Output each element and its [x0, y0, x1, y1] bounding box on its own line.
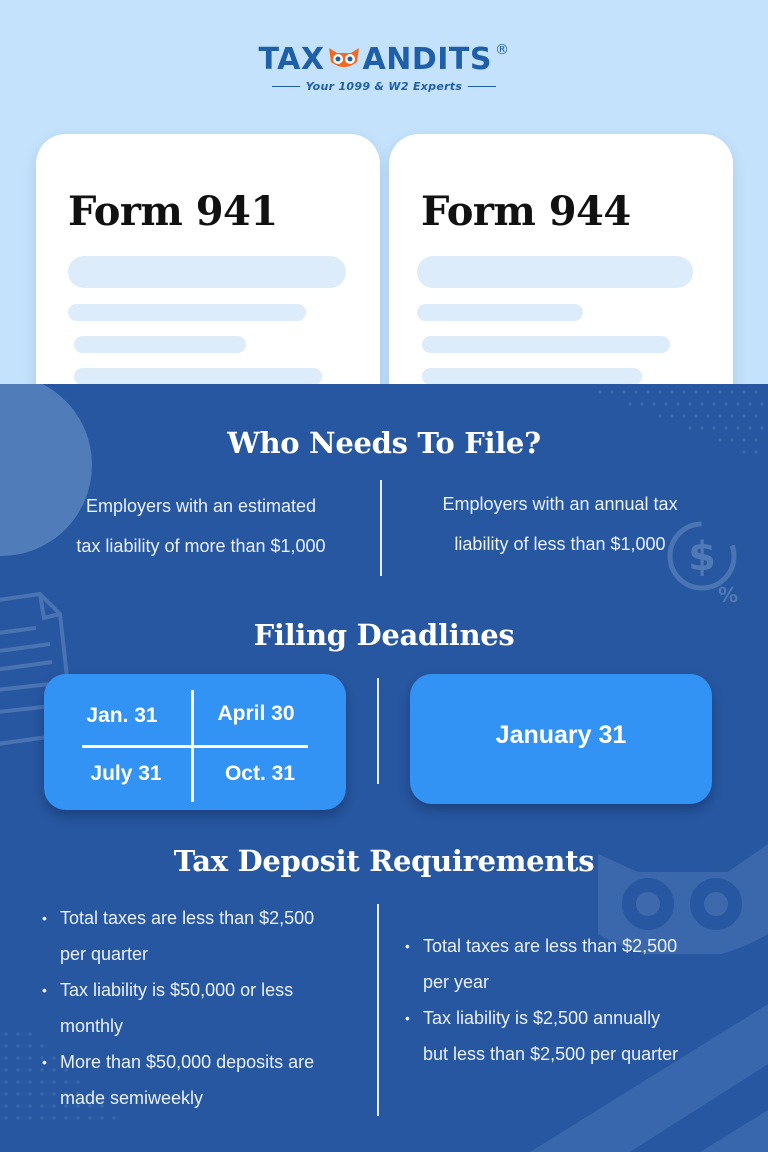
- deadline-q3: July 31: [90, 762, 162, 785]
- list-item-line: monthly: [60, 1016, 124, 1036]
- list-item-line: made semiweekly: [60, 1088, 204, 1108]
- form-944-card: [389, 134, 733, 384]
- logo-text-left: TAX: [258, 42, 325, 77]
- list-item-line: • Total taxes are less than $2,500: [60, 908, 315, 928]
- placeholder-bar: [74, 336, 246, 353]
- header-section: [0, 0, 768, 384]
- placeholder-bar: [417, 304, 583, 321]
- list-item-line: • Tax liability is $2,500 annually: [423, 1008, 661, 1028]
- who-needs-right-text: [395, 484, 725, 564]
- logo-text-right: ANDITS: [362, 42, 492, 77]
- list-item-line: per quarter: [60, 944, 149, 964]
- annual-deadline-card: [410, 674, 712, 804]
- placeholder-bar: [422, 368, 642, 384]
- list-item-line: • Tax liability is $50,000 or less: [60, 980, 294, 1000]
- list-item-line: but less than $2,500 per quarter: [423, 1044, 679, 1064]
- who-needs-divider: [380, 480, 382, 576]
- deposit-right-list: [405, 928, 755, 1072]
- who-needs-right-line2: liability of less than $1,000: [454, 534, 666, 554]
- deposit-divider: [377, 904, 379, 1116]
- registered-mark: ®: [494, 42, 510, 58]
- svg-text:$: $: [688, 534, 716, 580]
- placeholder-bar: [68, 304, 306, 321]
- logo-wordmark: [259, 40, 510, 80]
- list-item: [42, 972, 372, 1044]
- deposit-left-list: [42, 900, 372, 1116]
- tagline-rule-right: [468, 86, 496, 87]
- who-needs-right-line1: Employers with an annual tax: [442, 494, 678, 514]
- deadline-q2: April 30: [217, 702, 295, 725]
- list-item-line: • Total taxes are less than $2,500: [423, 936, 678, 956]
- tagline-rule-left: [272, 86, 300, 87]
- tagline-text: Your 1099 & W2 Experts: [305, 80, 463, 93]
- form-941-card: [36, 134, 380, 384]
- list-item-line: • More than $50,000 deposits are: [60, 1052, 315, 1072]
- owl-logo-icon: [327, 44, 361, 72]
- deposit-requirements-title: Tax Deposit Requirements: [173, 844, 595, 878]
- placeholder-bar: [74, 368, 322, 384]
- quarterly-deadlines-card: [44, 674, 346, 810]
- placeholder-bar: [417, 256, 693, 288]
- svg-text:%: %: [717, 583, 739, 606]
- list-item: [42, 1044, 372, 1116]
- placeholder-bar: [68, 256, 346, 288]
- who-needs-left-line2: tax liability of more than $1,000: [76, 536, 326, 556]
- brand-logo[interactable]: [0, 40, 768, 93]
- list-item: [42, 900, 372, 972]
- form-944-title: Form 944: [421, 188, 631, 235]
- list-item-line: per year: [423, 972, 490, 992]
- placeholder-bar: [422, 336, 670, 353]
- who-needs-left-text: [36, 486, 366, 566]
- deadline-annual: January 31: [495, 721, 627, 749]
- who-needs-title: Who Needs To File?: [227, 426, 541, 460]
- form-941-title: Form 941: [68, 188, 278, 235]
- deadline-q1: Jan. 31: [86, 704, 158, 727]
- who-needs-left-line1: Employers with an estimated: [85, 496, 317, 516]
- filing-deadlines-title: Filing Deadlines: [253, 618, 515, 652]
- deadline-q4: Oct. 31: [224, 762, 296, 785]
- deadlines-divider: [377, 678, 379, 784]
- logo-tagline: [0, 80, 768, 93]
- deadline-cross-horizontal: [82, 745, 308, 748]
- list-item: [405, 1000, 755, 1072]
- details-section: [0, 384, 768, 1152]
- list-item: [405, 928, 755, 1000]
